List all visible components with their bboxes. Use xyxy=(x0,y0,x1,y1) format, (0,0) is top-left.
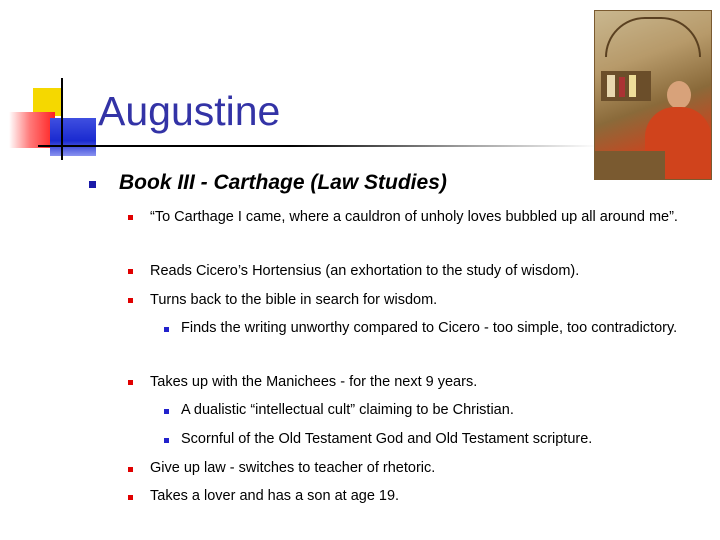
logo-blue-square xyxy=(50,118,96,156)
square-bullet-icon xyxy=(89,181,96,188)
list-item: Finds the writing unworthy compared to Cicero - too simple, too contradictory. xyxy=(181,320,678,336)
square-bullet-icon xyxy=(128,495,133,500)
list-item: “To Carthage I came, where a cauldron of unholy loves bubbled up all around me”. xyxy=(150,209,678,225)
square-bullet-icon xyxy=(164,438,169,443)
list-item: Takes a lover and has a son at age 19. xyxy=(150,488,400,504)
square-bullet-icon xyxy=(128,298,133,303)
logo-red-square xyxy=(9,112,55,148)
square-bullet-icon xyxy=(128,269,133,274)
square-bullet-icon xyxy=(128,215,133,220)
list-item: Turns back to the bible in search for wisdom. xyxy=(150,292,438,308)
list-item: Scornful of the Old Testament God and Old Testament scripture. xyxy=(181,431,593,447)
list-item: Give up law - switches to teacher of rhetoric. xyxy=(150,460,436,476)
slide-title: Augustine xyxy=(98,88,281,134)
title-underline xyxy=(38,145,598,147)
square-bullet-icon xyxy=(164,409,169,414)
square-bullet-icon xyxy=(164,327,169,332)
vertical-divider xyxy=(61,78,63,160)
augustine-painting-image xyxy=(594,10,712,180)
list-item: Takes up with the Manichees - for the next 9 years. xyxy=(150,374,478,390)
square-bullet-icon xyxy=(128,467,133,472)
square-bullet-icon xyxy=(128,380,133,385)
list-item: Reads Cicero’s Hortensius (an exhortation to the study of wisdom). xyxy=(150,263,580,279)
list-item: A dualistic “intellectual cult” claiming to be Christian. xyxy=(181,402,514,418)
slide: Augustine Book III - Carthage (Law Studies) “To Carthage I came, where a cauldron of unholy loves bubbled up all around me”. Reads Cicero’s Hortensius (an exhortation to the study of wisdom). Turns back to the bible in search for wisdom. Finds the writing unworthy compared to Cicero - too simple, too contradictory. Takes up with the Manichees - for the next 9 years. A dualistic “intellectual cult” claiming to be Christian. Scornful of the Old Testament God and Old Testament scripture. Give up law - switches to teacher of rhetoric. Takes a lover and has a son at age 19. xyxy=(0,0,720,540)
